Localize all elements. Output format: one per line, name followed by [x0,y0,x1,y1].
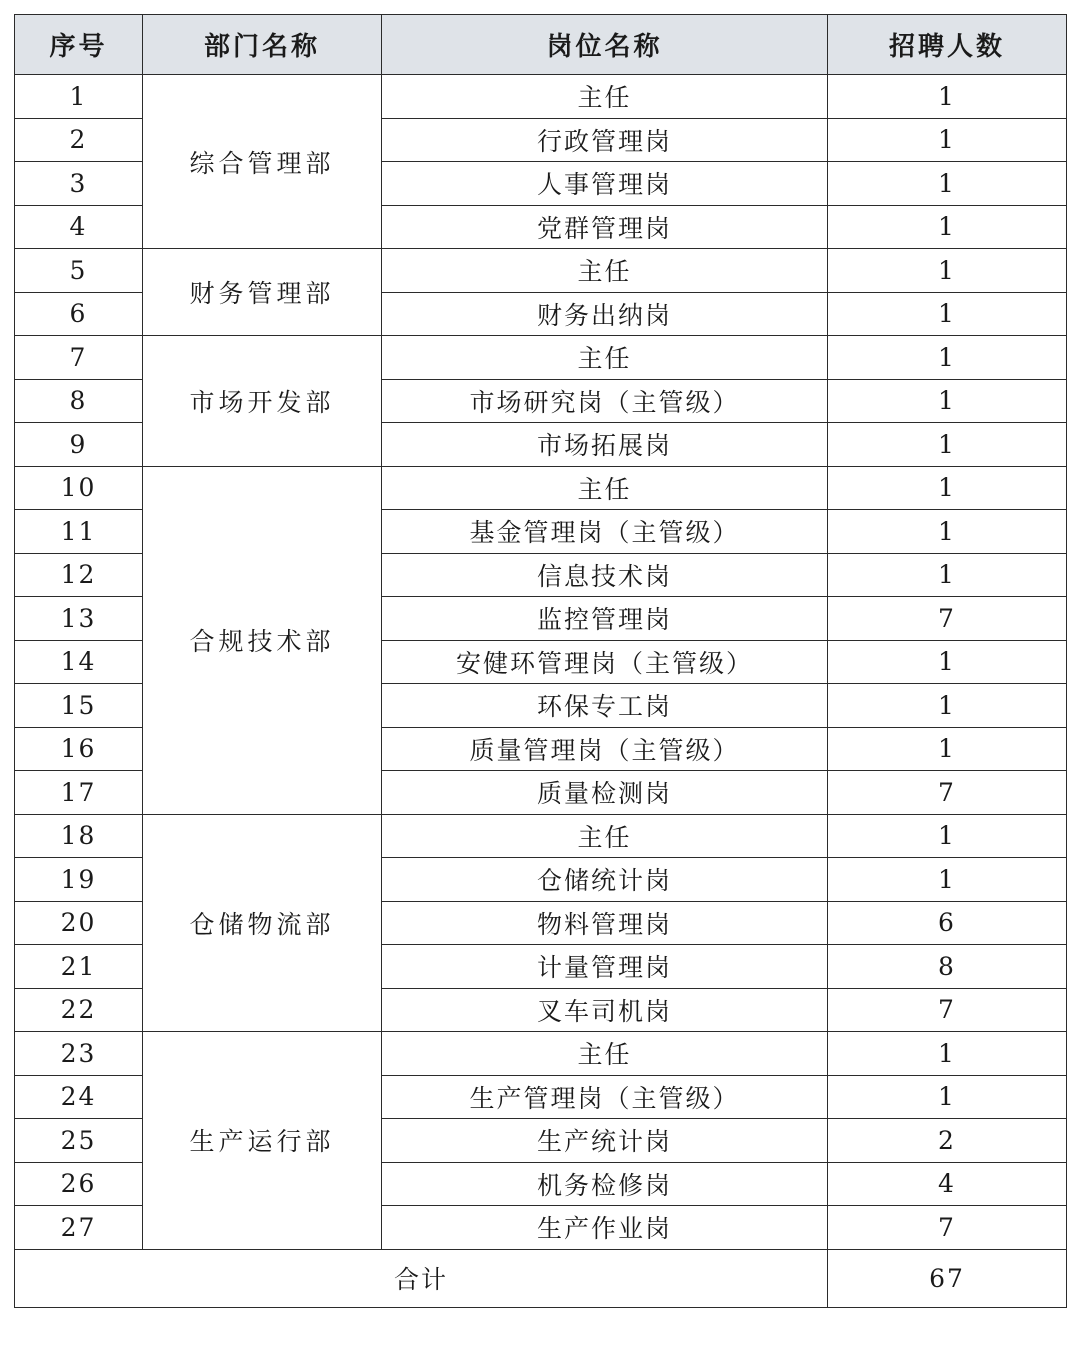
row-index: 21 [15,945,143,989]
position-name: 财务出纳岗 [382,292,828,336]
row-index: 18 [15,814,143,858]
recruit-count: 4 [828,1162,1067,1206]
row-index: 23 [15,1032,143,1076]
row-index: 24 [15,1075,143,1119]
header-department: 部门名称 [143,15,382,75]
row-index: 9 [15,423,143,467]
department-name: 仓储物流部 [143,814,382,1032]
position-name: 计量管理岗 [382,945,828,989]
position-name: 信息技术岗 [382,553,828,597]
recruit-count: 1 [828,292,1067,336]
recruit-count: 1 [828,336,1067,380]
recruit-count: 1 [828,510,1067,554]
table-row [15,1032,1067,1076]
recruit-count: 1 [828,466,1067,510]
recruit-count: 7 [828,771,1067,815]
table-row [15,466,1067,510]
row-index: 11 [15,510,143,554]
recruitment-table [14,14,1067,1308]
total-row [15,1249,1067,1307]
department-name: 生产运行部 [143,1032,382,1250]
table-row [15,75,1067,119]
table-footer [15,1249,1067,1307]
header-index: 序号 [15,15,143,75]
row-index: 17 [15,771,143,815]
position-name: 环保专工岗 [382,684,828,728]
row-index: 1 [15,75,143,119]
position-name: 生产作业岗 [382,1206,828,1250]
position-name: 机务检修岗 [382,1162,828,1206]
row-index: 12 [15,553,143,597]
recruit-count: 7 [828,597,1067,641]
position-name: 物料管理岗 [382,901,828,945]
position-name: 生产管理岗（主管级） [382,1075,828,1119]
total-label: 合计 [15,1249,828,1307]
recruit-count: 7 [828,1206,1067,1250]
row-index: 7 [15,336,143,380]
recruit-count: 1 [828,1032,1067,1076]
position-name: 人事管理岗 [382,162,828,206]
position-name: 主任 [382,466,828,510]
row-index: 13 [15,597,143,641]
recruit-count: 1 [828,162,1067,206]
recruit-count: 1 [828,249,1067,293]
position-name: 生产统计岗 [382,1119,828,1163]
position-name: 仓储统计岗 [382,858,828,902]
department-name: 综合管理部 [143,75,382,249]
row-index: 22 [15,988,143,1032]
row-index: 26 [15,1162,143,1206]
row-index: 2 [15,118,143,162]
recruit-count: 8 [828,945,1067,989]
position-name: 主任 [382,75,828,119]
row-index: 19 [15,858,143,902]
row-index: 5 [15,249,143,293]
table-row [15,249,1067,293]
recruit-count: 2 [828,1119,1067,1163]
position-name: 质量检测岗 [382,771,828,815]
recruit-count: 1 [828,727,1067,771]
recruit-count: 1 [828,118,1067,162]
recruit-count: 1 [828,858,1067,902]
row-index: 6 [15,292,143,336]
position-name: 行政管理岗 [382,118,828,162]
table-body [15,75,1067,1250]
recruit-count: 1 [828,75,1067,119]
recruit-count: 1 [828,423,1067,467]
recruit-count: 1 [828,379,1067,423]
header-count: 招聘人数 [828,15,1067,75]
position-name: 质量管理岗（主管级） [382,727,828,771]
recruit-count: 1 [828,553,1067,597]
row-index: 27 [15,1206,143,1250]
row-index: 10 [15,466,143,510]
recruit-count: 1 [828,205,1067,249]
recruit-count: 1 [828,684,1067,728]
position-name: 主任 [382,336,828,380]
department-name: 市场开发部 [143,336,382,467]
position-name: 主任 [382,1032,828,1076]
row-index: 4 [15,205,143,249]
row-index: 25 [15,1119,143,1163]
row-index: 15 [15,684,143,728]
position-name: 基金管理岗（主管级） [382,510,828,554]
position-name: 党群管理岗 [382,205,828,249]
position-name: 安健环管理岗（主管级） [382,640,828,684]
department-name: 财务管理部 [143,249,382,336]
header-row [15,15,1067,75]
row-index: 20 [15,901,143,945]
row-index: 8 [15,379,143,423]
recruit-count: 1 [828,1075,1067,1119]
total-value: 67 [828,1249,1067,1307]
table-row [15,336,1067,380]
table-row [15,814,1067,858]
header-position: 岗位名称 [382,15,828,75]
row-index: 3 [15,162,143,206]
position-name: 叉车司机岗 [382,988,828,1032]
position-name: 市场研究岗（主管级） [382,379,828,423]
position-name: 市场拓展岗 [382,423,828,467]
row-index: 14 [15,640,143,684]
department-name: 合规技术部 [143,466,382,814]
recruit-count: 1 [828,814,1067,858]
position-name: 监控管理岗 [382,597,828,641]
position-name: 主任 [382,249,828,293]
row-index: 16 [15,727,143,771]
table-header [15,15,1067,75]
position-name: 主任 [382,814,828,858]
recruit-count: 7 [828,988,1067,1032]
recruit-count: 6 [828,901,1067,945]
recruit-count: 1 [828,640,1067,684]
